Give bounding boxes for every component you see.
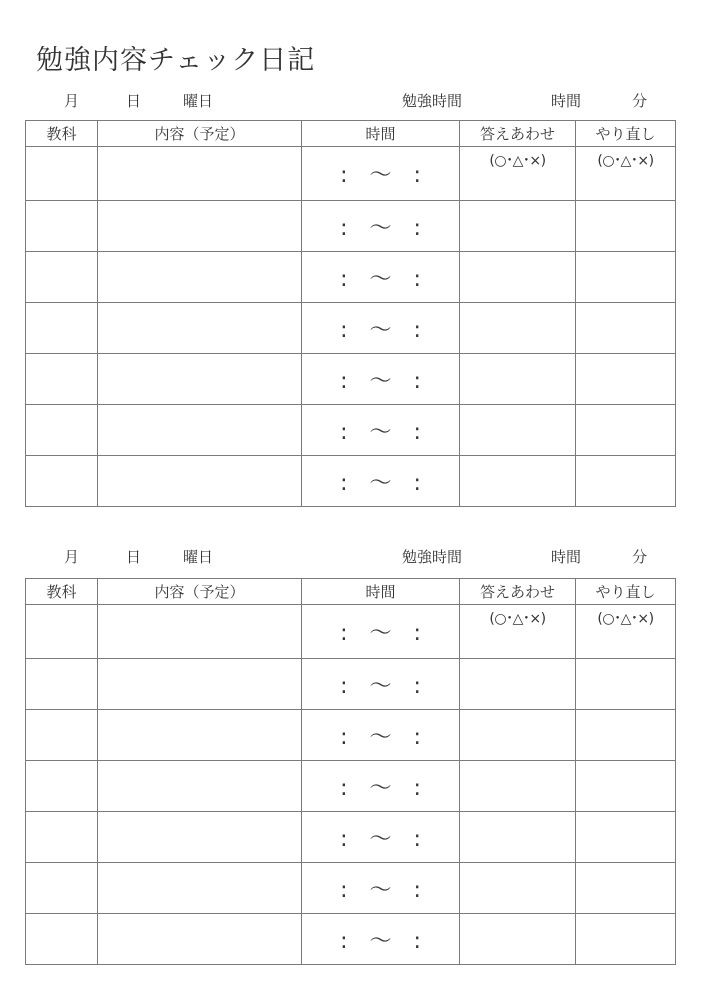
header-check: 答えあわせ [460,579,576,605]
subject-cell[interactable] [26,405,98,456]
mark-hint: (○･△･×) [489,153,546,169]
redo-cell[interactable] [576,201,676,252]
time-range: : ～ : [340,673,421,699]
table-row [26,863,676,914]
subject-cell[interactable] [26,863,98,914]
day-label: 日 [126,92,142,110]
check-cell[interactable] [460,456,576,507]
time-range: : ～ : [340,621,421,646]
hours-label: 時間 [551,92,582,110]
table-header [26,121,676,147]
redo-cell[interactable] [576,303,676,354]
table-row [26,605,676,659]
check-cell[interactable] [460,710,576,761]
study-time-label: 勉強時間 [402,92,463,110]
month-label: 月 [64,548,80,566]
time-range: : ～ : [340,826,421,852]
check-cell[interactable] [460,605,576,659]
redo-cell[interactable] [576,354,676,405]
study-time-label: 勉強時間 [402,548,463,566]
check-cell[interactable] [460,659,576,710]
date-line-2 [0,546,707,570]
redo-cell[interactable] [576,761,676,812]
time-cell[interactable] [302,252,460,303]
content-cell[interactable] [98,761,302,812]
subject-cell[interactable] [26,303,98,354]
mark-hint: (○･△･×) [597,611,654,627]
table-row [26,303,676,354]
table-row [26,252,676,303]
date-line-1 [0,90,707,114]
table-row [26,456,676,507]
check-cell[interactable] [460,812,576,863]
check-cell[interactable] [460,761,576,812]
table-row [26,405,676,456]
subject-cell[interactable] [26,354,98,405]
time-range: : ～ : [340,266,421,292]
time-range: : ～ : [340,163,421,188]
header-content: 内容（予定） [98,121,302,147]
redo-cell[interactable] [576,147,676,201]
redo-cell[interactable] [576,914,676,965]
check-cell[interactable] [460,252,576,303]
time-range: : ～ : [340,928,421,954]
redo-cell[interactable] [576,405,676,456]
time-range: : ～ : [340,368,421,394]
subject-cell[interactable] [26,761,98,812]
mark-hint: (○･△･×) [597,153,654,169]
hours-label: 時間 [551,548,582,566]
time-range: : ～ : [340,419,421,445]
header-time: 時間 [302,121,460,147]
table-row [26,710,676,761]
check-cell[interactable] [460,914,576,965]
check-cell[interactable] [460,863,576,914]
time-range: : ～ : [340,317,421,343]
redo-cell[interactable] [576,252,676,303]
page-title: 勉強内容チェック日記 [36,45,316,76]
study-table-2 [25,578,676,965]
day-label: 日 [126,548,142,566]
header-redo: やり直し [576,579,676,605]
study-table-1 [25,120,676,507]
time-range: : ～ : [340,877,421,903]
time-cell[interactable] [302,659,460,710]
subject-cell[interactable] [26,456,98,507]
content-cell[interactable] [98,605,302,659]
time-cell[interactable] [302,863,460,914]
subject-cell[interactable] [26,710,98,761]
content-cell[interactable] [98,303,302,354]
table-row [26,812,676,863]
redo-cell[interactable] [576,456,676,507]
redo-cell[interactable] [576,863,676,914]
time-cell[interactable] [302,605,460,659]
header-time: 時間 [302,579,460,605]
header-check: 答えあわせ [460,121,576,147]
time-cell[interactable] [302,812,460,863]
redo-cell[interactable] [576,812,676,863]
header-subject: 教科 [26,579,98,605]
content-cell[interactable] [98,147,302,201]
time-cell[interactable] [302,456,460,507]
time-cell[interactable] [302,354,460,405]
subject-cell[interactable] [26,914,98,965]
header-redo: やり直し [576,121,676,147]
mark-hint: (○･△･×) [489,611,546,627]
table-header [26,579,676,605]
time-cell[interactable] [302,405,460,456]
time-cell[interactable] [302,761,460,812]
content-cell[interactable] [98,863,302,914]
table-row [26,354,676,405]
subject-cell[interactable] [26,659,98,710]
content-cell[interactable] [98,201,302,252]
check-cell[interactable] [460,405,576,456]
content-cell[interactable] [98,405,302,456]
minutes-label: 分 [632,92,648,110]
table-row [26,659,676,710]
time-range: : ～ : [340,470,421,496]
time-cell[interactable] [302,303,460,354]
subject-cell[interactable] [26,147,98,201]
content-cell[interactable] [98,914,302,965]
month-label: 月 [64,92,80,110]
minutes-label: 分 [632,548,648,566]
time-cell[interactable] [302,914,460,965]
content-cell[interactable] [98,354,302,405]
redo-cell[interactable] [576,605,676,659]
table-row [26,201,676,252]
header-subject: 教科 [26,121,98,147]
subject-cell[interactable] [26,252,98,303]
time-cell[interactable] [302,147,460,201]
time-range: : ～ : [340,775,421,801]
subject-cell[interactable] [26,812,98,863]
redo-cell[interactable] [576,710,676,761]
check-cell[interactable] [460,354,576,405]
table-row [26,147,676,201]
table-row [26,914,676,965]
content-cell[interactable] [98,710,302,761]
time-cell[interactable] [302,201,460,252]
time-range: : ～ : [340,215,421,241]
content-cell[interactable] [98,659,302,710]
redo-cell[interactable] [576,659,676,710]
time-cell[interactable] [302,710,460,761]
time-range: : ～ : [340,724,421,750]
content-cell[interactable] [98,812,302,863]
weekday-label: 曜日 [183,548,214,566]
check-cell[interactable] [460,303,576,354]
subject-cell[interactable] [26,605,98,659]
subject-cell[interactable] [26,201,98,252]
table-row [26,761,676,812]
weekday-label: 曜日 [183,92,214,110]
check-cell[interactable] [460,201,576,252]
header-content: 内容（予定） [98,579,302,605]
content-cell[interactable] [98,252,302,303]
check-cell[interactable] [460,147,576,201]
content-cell[interactable] [98,456,302,507]
